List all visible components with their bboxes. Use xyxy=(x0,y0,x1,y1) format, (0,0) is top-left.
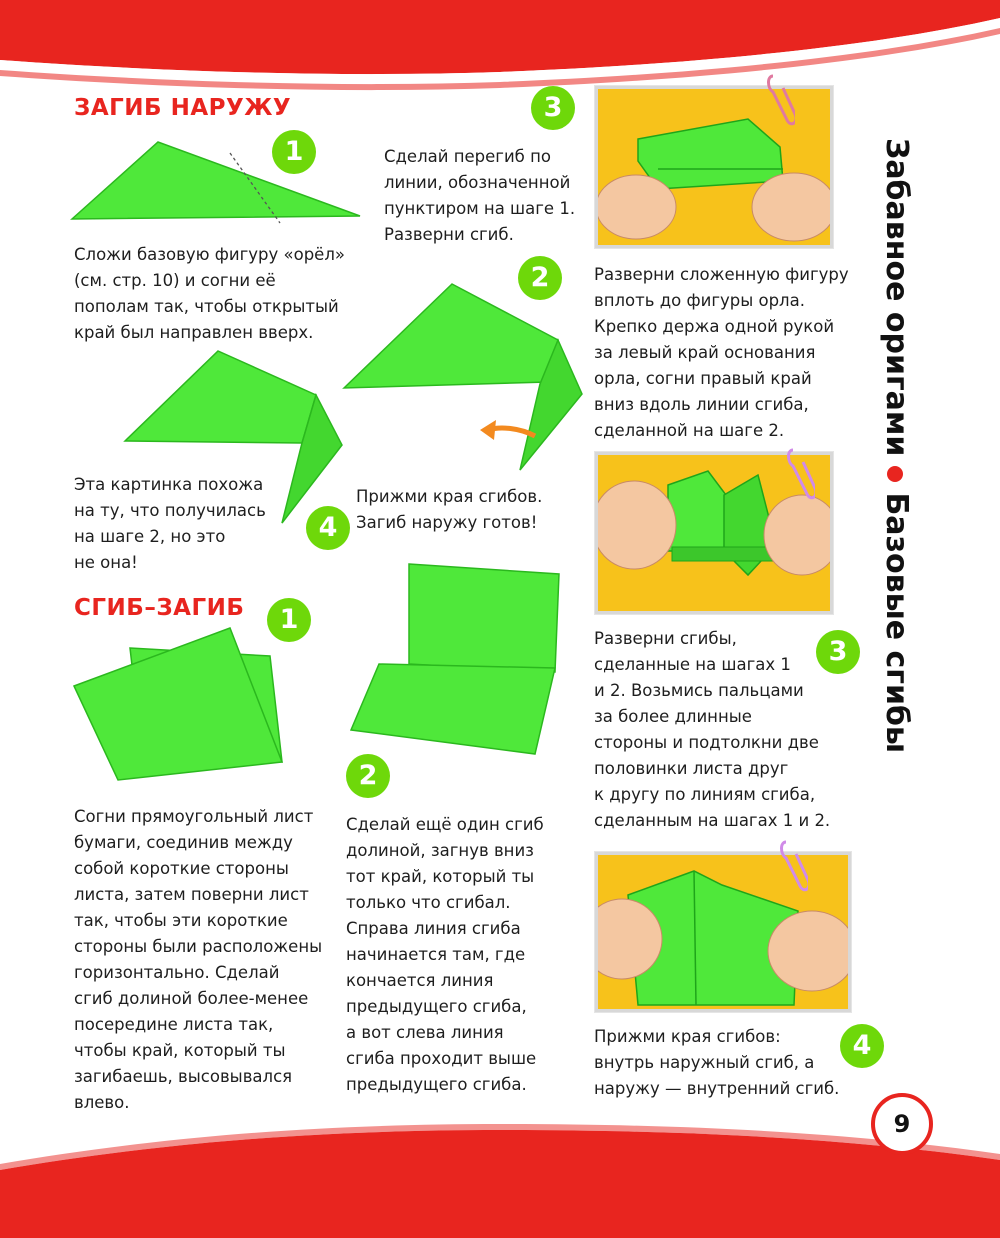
side-title xyxy=(866,138,926,754)
diagram-fold-step2 xyxy=(345,560,565,770)
note-text: Эта картинка похожа на ту, что получилась на шаге 2, но это не она! xyxy=(74,475,266,572)
step-badge-4: 4 xyxy=(306,506,350,550)
fold-step2-text: Сделай ещё один сгиб долиной, загнув вниз тот край, который ты только что сгибал. Справа линия сгиба начинается там, где кончается линия предыдущего сгиба, а вот слева линия сгиба проходит выше предыдущего сгиба. xyxy=(346,815,544,1094)
fold-step3-text: Разверни сгибы, сделанные на шагах 1 и 2. Возьмись пальцами за более длинные стороны и подтолкни две половинки листа друг к другу по линиям сгиба, сделанным на шагах 1 и 2. xyxy=(594,629,831,830)
bullet-dot-icon xyxy=(888,466,904,482)
step-badge-3b: 3 xyxy=(816,630,860,674)
bottom-banner xyxy=(0,1100,1000,1238)
photo-fold-step4 xyxy=(595,852,851,1012)
step-badge-1b: 1 xyxy=(267,598,311,642)
section-heading-outside: ЗАГИБ НАРУЖУ xyxy=(74,95,292,121)
step-badge-4b: 4 xyxy=(840,1024,884,1068)
step2-text: Разверни сложенную фигуру вплоть до фигуры орла. Крепко держа одной рукой за левый край основания орла, согни правый край вниз вдоль линии сгиба, сделанной на шаге 2. xyxy=(594,265,849,440)
diagram-fold-step1 xyxy=(70,620,290,790)
step-badge-2: 2 xyxy=(518,256,562,300)
top-banner xyxy=(0,0,1000,110)
diagram-fold-step2-box xyxy=(345,560,565,770)
page-number: 9 xyxy=(871,1093,933,1155)
side-title-part2: Базовые сгибы xyxy=(879,492,914,754)
step-badge-1: 1 xyxy=(272,130,316,174)
diagram-outside-step2 xyxy=(340,280,590,480)
step-badge-3: 3 xyxy=(531,86,575,130)
diagram-outside-step1 xyxy=(70,138,370,228)
fold-step1-text: Согни прямоугольный лист бумаги, соединив между собой короткие стороны листа, затем поверни лист так, чтобы эти короткие стороны были расположены горизонтально. Сделай сгиб долиной более-менее посередине листа так, чтобы край, который ты загибаешь, высовывался влево. xyxy=(74,807,323,1112)
paperclip-icon xyxy=(765,70,795,130)
fold-step4-text: Прижми края сгибов: внутрь наружный сгиб, а наружу — внутренний сгиб. xyxy=(594,1027,840,1098)
section-heading-fold: СГИБ–ЗАГИБ xyxy=(74,595,245,621)
side-title-part1: Забавное оригами xyxy=(879,138,914,457)
paperclip-icon xyxy=(778,836,808,896)
step-badge-2b: 2 xyxy=(346,754,390,798)
paperclip-icon xyxy=(785,444,815,504)
step3-text: Сделай перегиб по линии, обозначенной пунктиром на шаге 1. Разверни сгиб. xyxy=(384,147,576,244)
photo-step3 xyxy=(595,86,833,248)
step1-text: Сложи базовую фигуру «орёл» (см. стр. 10) и согни её пополам так, чтобы открытый край был направлен вверх. xyxy=(74,245,345,342)
step4-text: Прижми края сгибов. Загиб наружу готов! xyxy=(356,487,543,532)
